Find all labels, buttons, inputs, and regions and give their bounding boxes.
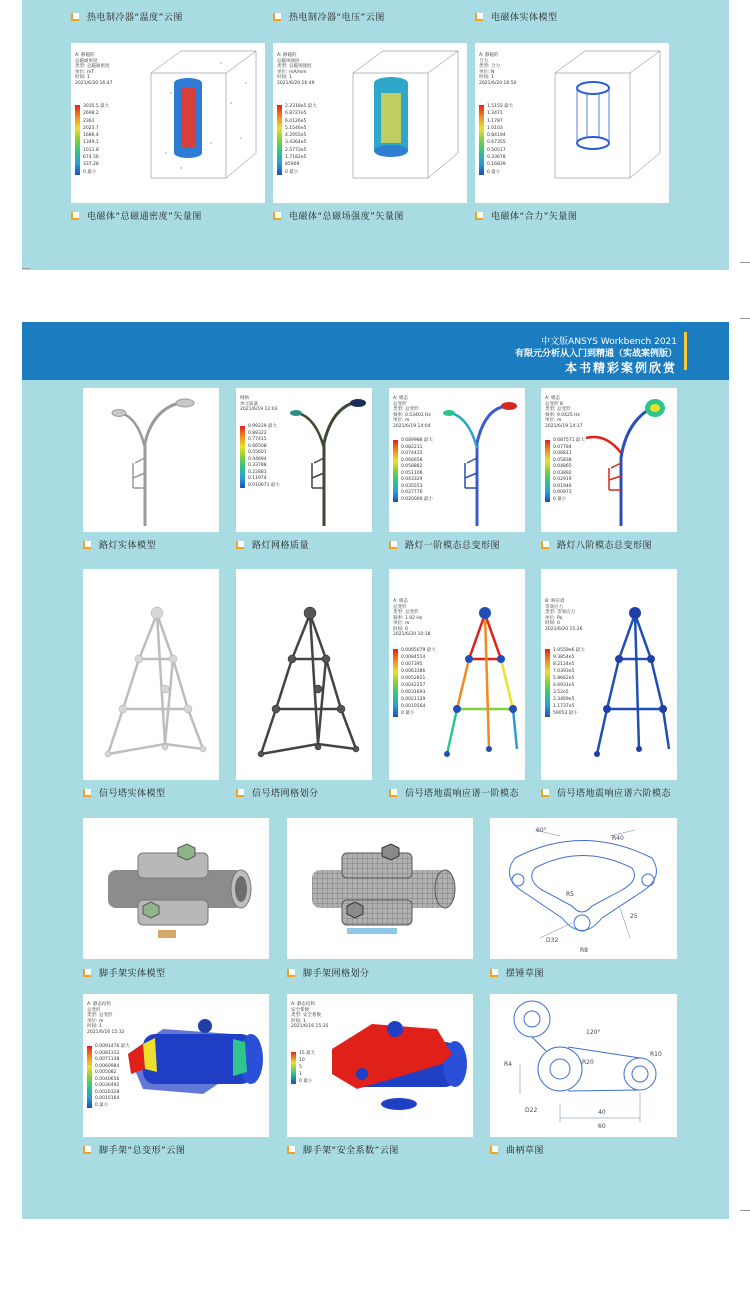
caption-scaffold-mesh: 脚手架网格划分 — [287, 966, 370, 979]
sketch-dim: D22 — [525, 1107, 538, 1114]
caption-lamp-mode8: 路灯八阶模态总变形图 — [541, 538, 652, 551]
sketch-dim: R40 — [612, 835, 624, 842]
figure-lamp-mode1 — [389, 388, 525, 532]
flux-density-legend-head: A: 静磁的 总磁通密度 类型: 总磁通密度 单位: mT 时间: 1 2021/6/20 16:47 — [75, 53, 113, 86]
field-intensity-color-bar — [277, 105, 282, 175]
figure-tower-solid — [83, 569, 219, 780]
caption-tec-temperature: 热电制冷器“温度”云图 — [71, 10, 183, 23]
sketch-dim: D32 — [546, 937, 559, 944]
figure-lamp-mesh — [236, 388, 372, 532]
lamp-mode8-color-bar — [545, 440, 550, 502]
tower-mode1-color-bar — [393, 649, 398, 717]
lamp-mesh-legend-head: 网格 单元质量 2021/6/19 12:03 — [240, 396, 278, 412]
flux-density-color-bar — [75, 105, 80, 175]
sketch-dim: 120° — [586, 1029, 601, 1036]
book-header — [22, 322, 729, 380]
figure-scaffold-mesh — [287, 818, 473, 959]
caption-tower-mode1: 信号塔地震响应谱一阶模态 — [389, 786, 519, 799]
caption-scaffold-safety: 脚手架“安全系数”云图 — [287, 1143, 399, 1156]
caption-tower-solid: 信号塔实体模型 — [83, 786, 166, 799]
resultant-force-legend-values: 1.5155 最大 1.3471 1.1787 1.0103 0.84194 0.67355 0.50517 0.33678 0.16839 0 最小 — [487, 104, 514, 175]
figure-tower-mode1 — [389, 569, 525, 780]
caption-lamp-mesh: 路灯网格质量 — [236, 538, 309, 551]
caption-tower-mesh: 信号塔网格划分 — [236, 786, 319, 799]
flux-density-legend-values: 3035.5 最大 2698.2 2361 2023.7 1686.4 1349.1 1011.8 674.56 337.28 0 最小 — [83, 104, 110, 175]
resultant-force-color-bar — [479, 105, 484, 175]
caption-pendulum-sketch: 摆锤草图 — [490, 966, 544, 979]
caption-lamp-solid: 路灯实体模型 — [83, 538, 156, 551]
tower-mode6-legend-values: 1.0559e6 最大 9.3854e5 8.2124e5 7.0393e5 5.8662e5 4.6931e5 3.52e5 2.3469e5 1.1737e5 59053 最小 — [553, 648, 585, 716]
lamp-mode1-color-bar — [393, 440, 398, 502]
caption-electromagnet-solid: 电磁体实体模型 — [475, 10, 558, 23]
sketch-dim: 25 — [630, 913, 638, 920]
caption-tower-mode6: 信号塔地震响应谱六阶模态 — [541, 786, 671, 799]
scaffold-def-legend-values: 0.0091476 最大 0.0081312 0.0071148 0.0060984 0.005082 0.0040656 0.0030492 0.0020328 0.0010164 0 最小 — [95, 1044, 130, 1108]
crop-mark — [22, 268, 30, 269]
lamp-mesh-color-bar — [240, 426, 245, 488]
header-line2: 有限元分析从入门到精通（实战案例版） — [514, 349, 677, 359]
caption-scaffold-deformation: 脚手架“总变形”云图 — [83, 1143, 185, 1156]
scaffold-mesh-render — [287, 818, 473, 959]
figure-tower-mode6 — [541, 569, 677, 780]
tower-mode6-color-bar — [545, 649, 550, 717]
caption-crank-sketch: 曲柄草图 — [490, 1143, 544, 1156]
lamp-mode1-legend-values: 0.089988 最大 0.082211 0.074435 0.066658 0.058882 0.051106 0.043329 0.035553 0.027776 0.020000 最小 — [401, 438, 433, 502]
figure-field-intensity — [273, 43, 467, 203]
scaffold-sf-legend-values: 15 最大 10 5 1 0 最小 — [299, 1051, 316, 1084]
caption-scaffold-solid: 脚手架实体模型 — [83, 966, 166, 979]
figure-scaffold-solid — [83, 818, 269, 959]
sketch-dim: 60° — [536, 827, 547, 834]
crank-sketch-render — [490, 994, 677, 1137]
sketch-dim: 40 — [598, 1109, 606, 1116]
header-accent-bar — [684, 332, 687, 370]
header-line1: 中文版ANSYS Workbench 2021 — [541, 337, 677, 347]
sketch-dim: 60 — [598, 1123, 606, 1130]
resultant-force-legend-head: A: 静磁的 合力 类型: 合力 单位: N 时间: 1 2021/6/20 16:50 — [479, 53, 517, 86]
scaffold-def-legend-head: A: 静态结构 总变形 类型: 总变形 单位: m 时间: 1 2021/6/16 15:32 — [87, 1002, 125, 1035]
scaffold-sf-color-bar — [291, 1052, 296, 1084]
tower-mode1-legend-head: A: 模态 总变形 类型: 总变形 频率: 1.92 Hz 单位: m 时间: 0 2021/6/20 10:18 — [393, 599, 431, 637]
sketch-dim: R20 — [582, 1059, 594, 1066]
sketch-dim: R10 — [650, 1051, 662, 1058]
figure-lamp-mode8 — [541, 388, 677, 532]
figure-resultant-force — [475, 43, 669, 203]
figure-scaffold-safety — [287, 994, 473, 1137]
pendulum-sketch-render — [490, 818, 677, 959]
lamp-solid-render — [83, 388, 219, 532]
tower-solid-render — [83, 569, 219, 780]
figure-lamp-solid — [83, 388, 219, 532]
sketch-dim: R8 — [580, 947, 588, 954]
field-intensity-legend-values: 2.2318e5 最大 6.8727e5 6.0126e5 5.1546e5 4.2955e5 3.4364e5 2.5773e5 1.7182e5 85909 0 最小 — [285, 104, 317, 175]
header-line3: 本书精彩案例欣赏 — [564, 361, 677, 375]
sketch-dim: R4 — [504, 1061, 512, 1068]
field-intensity-legend-head: A: 静磁的 总磁场强度 类型: 总磁场强度 单位: mA/mm 时间: 1 2021/6/20 16:49 — [277, 53, 315, 86]
caption-resultant-force: 电磁体“合力”矢量图 — [475, 209, 577, 222]
caption-tec-voltage: 热电制冷器“电压”云图 — [273, 10, 385, 23]
figure-crank-sketch — [490, 994, 677, 1137]
figure-flux-density — [71, 43, 265, 203]
crop-mark — [740, 1210, 750, 1211]
scaffold-def-color-bar — [87, 1046, 92, 1108]
crop-mark — [740, 262, 750, 263]
caption-lamp-mode1: 路灯一阶模态总变形图 — [389, 538, 500, 551]
tower-mode6-legend-head: B: 响应谱 等效应力 类型: 等效应力 单位: Pa 时间: 0 2021/6/20 15:26 — [545, 599, 583, 632]
lamp-mode8-legend-head: A: 模态 总变形 8 类型: 总变形 频率: 9.0425 Hz 单位: m 2021/6/19 14:17 — [545, 396, 583, 429]
caption-field-intensity: 电磁体“总磁场强度”矢量图 — [273, 209, 404, 222]
tower-mesh-render — [236, 569, 372, 780]
figure-tower-mesh — [236, 569, 372, 780]
lamp-mode1-legend-head: A: 模态 总变形 类型: 总变形 频率: 0.53403 Hz 单位: m 2021/6/19 14:04 — [393, 396, 431, 429]
tower-mode1-legend-values: 0.0095079 最大 0.0084514 0.007395 0.0063386 0.0052821 0.0042257 0.0031693 0.0021129 0.0010564 0 最小 — [401, 648, 436, 716]
caption-flux-density: 电磁体“总磁通密度”矢量图 — [71, 209, 202, 222]
scaffold-solid-render — [83, 818, 269, 959]
figure-scaffold-deformation — [83, 994, 269, 1137]
lamp-mesh-legend-values: 0.99229 最大 0.88322 0.77415 0.66508 0.55601 0.44694 0.33788 0.22881 0.11974 0.010671 最小 — [248, 424, 280, 488]
scaffold-sf-legend-head: A: 静态结构 安全系数 类型: 安全系数 时间: 1 2021/6/16 15:35 — [291, 1002, 329, 1029]
sketch-dim: R5 — [566, 891, 574, 898]
crop-mark — [740, 318, 750, 319]
lamp-mode8-legend-values: 0.087571 最大 0.07784 0.06811 0.05838 0.04865 0.03892 0.02919 0.01946 0.00973 0 最小 — [553, 438, 585, 502]
figure-pendulum-sketch — [490, 818, 677, 959]
